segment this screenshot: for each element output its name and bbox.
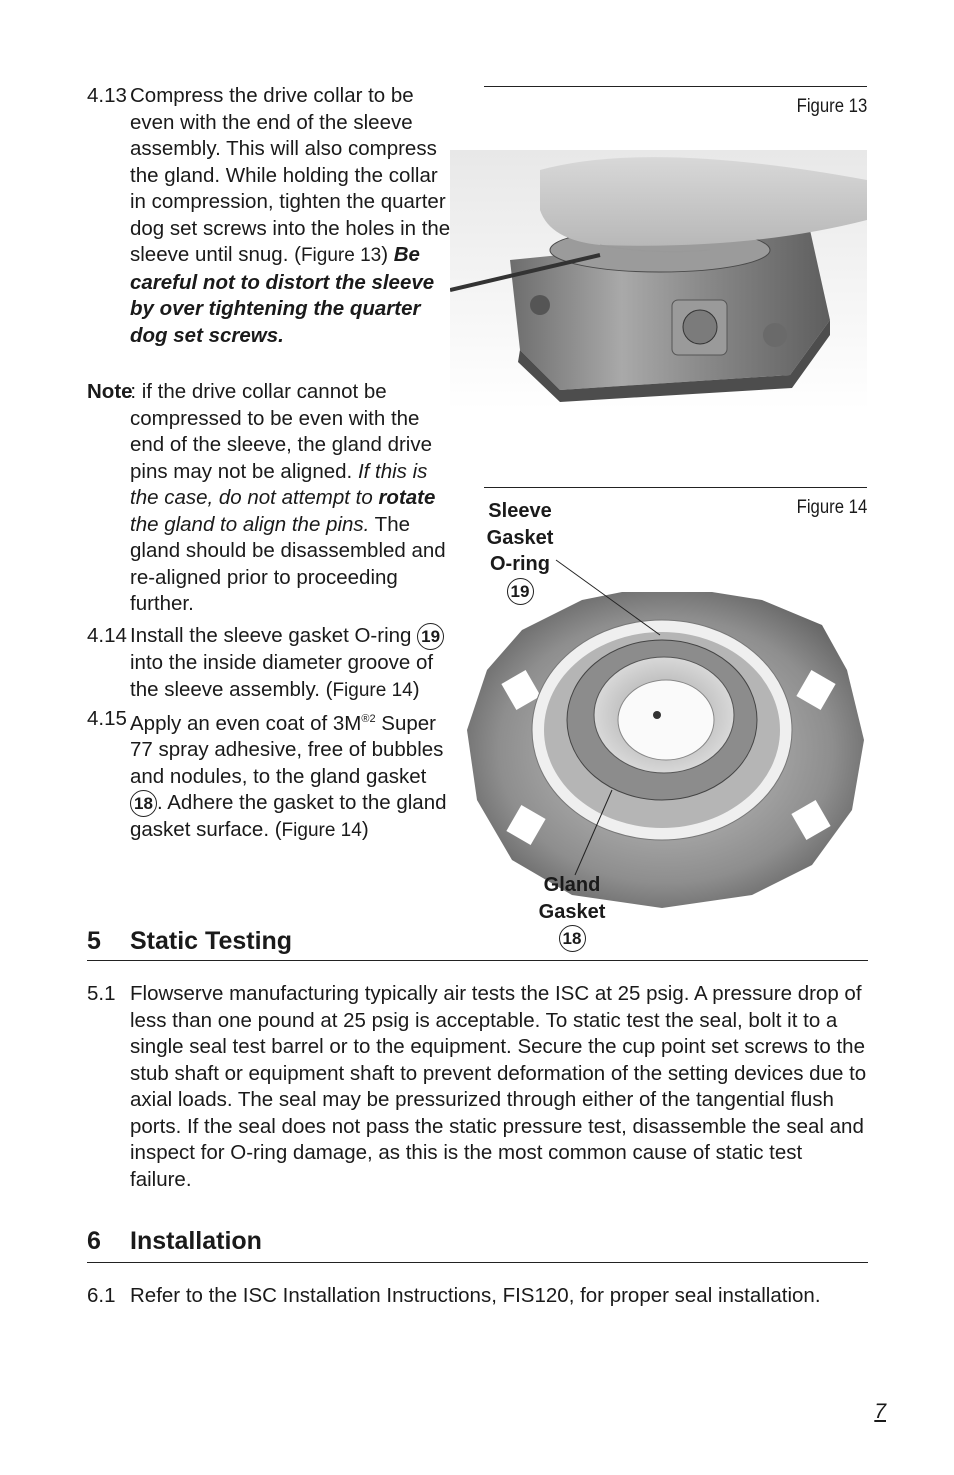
callout-gland-gasket: Gland Gasket 18 (522, 872, 622, 952)
part-number-badge: 18 (559, 925, 586, 952)
part-number-badge: 19 (417, 623, 444, 650)
paragraph-number: 5.1 (87, 982, 116, 1005)
figure-13-caption: Figure 13 (796, 96, 867, 117)
paragraph-number: 6.1 (87, 1284, 116, 1307)
step-number: 4.15 (87, 707, 127, 730)
figure-reference: Figure 14 (332, 679, 413, 701)
step-number: 4.14 (87, 624, 127, 647)
section-5-title: Static Testing (130, 927, 293, 955)
section-6-title: Installation (130, 1227, 262, 1255)
paragraph-5-1 (87, 981, 867, 1193)
callout-line-19 (556, 560, 660, 635)
note-text: : if the drive collar cannot be compressed to be even with the end of the sleeve, the gland drive pins may not be aligned. (130, 380, 433, 483)
paragraph-text: Refer to the ISC Installation Instructions, FIS120, for proper seal installation. (130, 1284, 821, 1307)
step-text: Compress the drive collar to be even with the end of the sleeve assembly. This will also compress the gland. While holding the collar in compression, tighten the quarter dog set screws into the holes in the sleeve until snug. ( (130, 84, 451, 266)
paragraph-text: Flowserve manufacturing typically air tests the ISC at 25 psig. A pressure drop of less than one pound at 25 psig is acceptable. To static test the seal, bolt it to a single seal test barrel or to the equipment. Secure the cup point set screws to the stub shaft or equipment shaft to prevent deformation of the setting devices due to axial loads. The seal may be pressurized through either of the tangential flush ports. If the seal does not pass the static pressure test, disassemble the seal and inspect for O-ring damage, as this is the most common cause of static test failure. (130, 982, 867, 1191)
section-5-number: 5 (87, 927, 101, 955)
note: Note : if the drive collar cannot be compressed to be even with the end of the sleeve, the gland drive pins may not be aligned. If this is the case, do not attempt to rotate the gland to align the pins. The gland should be disassembled and re-aligned prior to proceeding further. (87, 380, 446, 615)
step-4-14: 4.14 Install the sleeve gasket O-ring 19 into the inside diameter groove of the sleeve assembly. (Figure 14) (87, 623, 467, 704)
figure-reference: Figure 14 (281, 820, 362, 842)
note-label: Note (87, 380, 133, 403)
page-number: 7 (874, 1400, 886, 1423)
section-5-rule (87, 960, 868, 961)
callout-sleeve-gasket: Sleeve Gasket O-ring 19 (470, 498, 570, 605)
step-number: 4.13 (87, 84, 127, 107)
part-number-badge: 18 (130, 790, 157, 817)
paragraph-6-1 (87, 1283, 867, 1310)
part-number-badge: 19 (507, 578, 534, 605)
step-4-15: 4.15 Apply an even coat of $3M^{®2}$ Super 77 spray adhesive, free of bubbles and nodules, to the gland gasket 18 . Adhere the gasket to the gland gasket surface. (Figure 14) (87, 707, 447, 842)
step-4-13: 4.13 Compress the drive collar to be even with the end of the sleeve assembly. This will also compress the gland. While holding the collar in compression, tighten the quarter dog set screws into the holes in the sleeve until snug. (Figure 13) Be careful not to distort the sleeve by over tightening the quarter dog set screws. (87, 84, 451, 347)
warning-text: Be careful not to distort the sleeve by over tightening the quarter dog set screws. (130, 243, 435, 347)
figure-reference: Figure 13 (300, 245, 382, 266)
section-6-rule (87, 1262, 868, 1263)
figure-14-caption: Figure 14 (796, 497, 867, 518)
callout-line-18 (575, 790, 612, 875)
section-6-number: 6 (87, 1227, 101, 1255)
